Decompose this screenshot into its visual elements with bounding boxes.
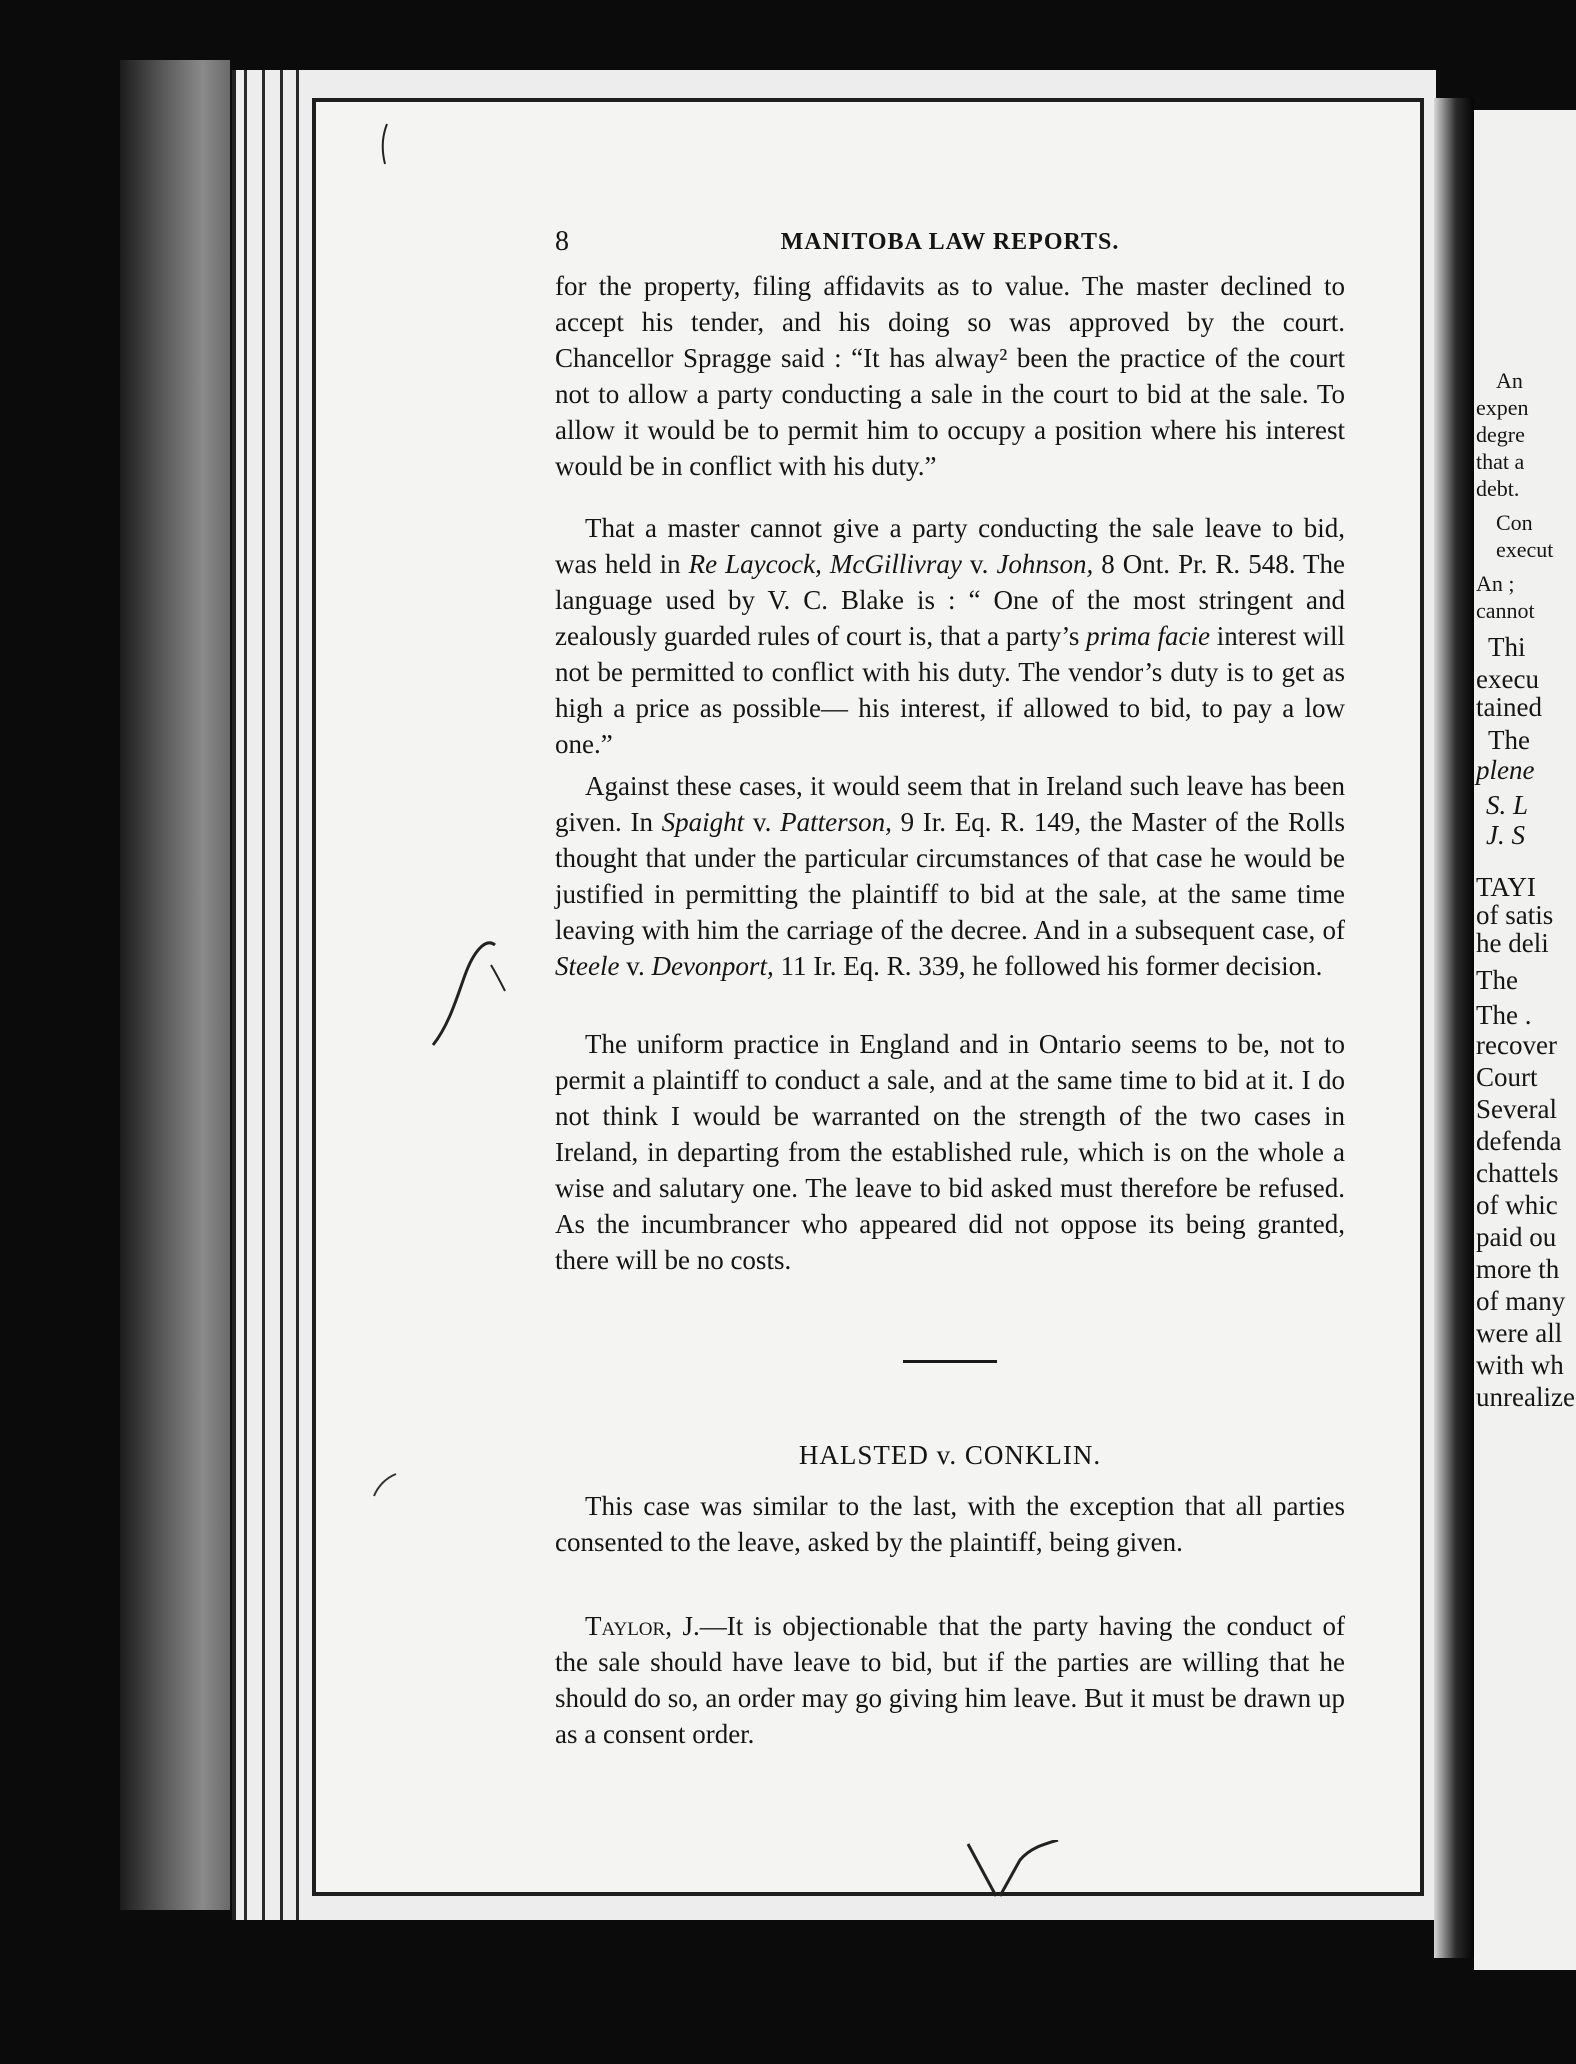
facing-page-fragment: cannot	[1476, 598, 1535, 623]
facing-page	[1474, 110, 1576, 1970]
facing-page-fragment: unrealize	[1476, 1382, 1575, 1412]
facing-page-fragment: degre	[1476, 422, 1525, 447]
body-paragraph: for the property, filing affidavits as to value. The master declined to accept his tender, and his doing so was approved by the court. Chancellor Spragge said : “It has alway² been the practice of the court not to allow a party conducting a sale in the court to bid at the sale. To allow it would be to permit him to occupy a position where his interest would be in conflict with his duty.”	[555, 271, 1345, 481]
italic-case-name: Spaight	[661, 807, 745, 837]
facing-page-fragment: chattels	[1476, 1158, 1559, 1188]
facing-page-fragment: Con	[1496, 510, 1533, 535]
facing-page-fragment: of many	[1476, 1286, 1566, 1316]
facing-page-fragment: execu	[1476, 664, 1539, 694]
facing-page-fragment: An ;	[1476, 571, 1515, 596]
facing-page-fragment: Several	[1476, 1094, 1557, 1124]
italic-case-name: Devonport,	[651, 951, 774, 981]
facing-page-fragment: paid ou	[1476, 1222, 1557, 1252]
facing-page-fragment: The	[1488, 725, 1530, 755]
section-divider	[903, 1360, 997, 1363]
book-gutter	[1434, 98, 1474, 1958]
body-paragraph: Against these cases, it would seem that in Ireland such leave has been given. In Spaight v. Patterson, 9 Ir. Eq. R. 149, the Master of the Rolls thought that under the particular circumstances of that case he would be justified in permitting the plaintiff to bid at the sale, at the same time leaving with him the carriage of the decree. And in a subsequent case, of Steele v. Devonport, 11 Ir. Eq. R. 339, he followed his former decision.	[555, 771, 1346, 981]
facing-page-fragment: The .	[1476, 1000, 1532, 1030]
facing-page-fragment: expen	[1476, 395, 1529, 420]
italic-case-name: Re Laycock, McGillivray	[688, 549, 962, 579]
page-number: 8	[555, 226, 570, 257]
binding-mark	[960, 1840, 1110, 1900]
page-stack-edge	[296, 70, 299, 1920]
running-title: MANITOBA LAW REPORTS.	[780, 229, 1120, 255]
facing-page-fragment: recover	[1476, 1030, 1557, 1060]
facing-page-fragment: J. S	[1486, 820, 1525, 850]
facing-page-fragment: he deli	[1476, 928, 1549, 958]
book-edge-shadow	[120, 60, 230, 1910]
body-paragraph: That a master cannot give a party conducting the sale leave to bid, was held in Re Laycock, McGillivray v. Johnson, 8 Ont. Pr. R. 548. The language used by V. C. Blake is : “ One of the most stringent and zealously guarded rules of court is, that a party’s prima facie interest will not be permitted to conflict with his duty. The vendor’s duty is to get as high a price as possible— his interest, if allowed to bid, to pay a low one.”	[555, 513, 1345, 759]
italic-case-name: prima facie	[1086, 621, 1210, 651]
page-stack-edge	[244, 70, 247, 1920]
facing-page-fragment: of whic	[1476, 1190, 1558, 1220]
facing-page-fragment: S. L	[1486, 790, 1529, 820]
italic-case-name: Steele	[555, 951, 620, 981]
facing-page-fragment: were all	[1476, 1318, 1563, 1348]
facing-page-fragment: debt.	[1476, 476, 1520, 501]
italic-case-name: Patterson,	[780, 807, 892, 837]
facing-page-fragment: defenda	[1476, 1126, 1562, 1156]
facing-page-fragment: TAYI	[1476, 872, 1536, 902]
page-stack-edge	[280, 70, 283, 1920]
facing-page-fragment: execut	[1496, 537, 1554, 562]
margin-mark	[370, 1470, 400, 1500]
facing-page-fragment: that a	[1476, 449, 1525, 474]
margin-bracket-mark	[425, 935, 515, 1055]
italic-case-name: Johnson,	[996, 549, 1094, 579]
facing-page-fragment: Court	[1476, 1062, 1538, 1092]
facing-page-fragment: of satis	[1476, 900, 1554, 930]
facing-page-fragment: plene	[1476, 755, 1535, 785]
facing-page-fragment: The	[1476, 965, 1518, 995]
facing-page-fragment: Thi	[1488, 632, 1526, 662]
page-stack-edge	[262, 70, 265, 1920]
facing-page-fragment: An	[1496, 368, 1523, 393]
margin-mark	[375, 120, 395, 170]
facing-page-fragment: tained	[1476, 692, 1542, 722]
case-title: HALSTED v. CONKLIN.	[798, 1440, 1102, 1470]
case-paragraph: This case was similar to the last, with the exception that all parties consented to the leave, asked by the plaintiff, being given.	[555, 1491, 1345, 1557]
judge-name: Taylor, J.	[585, 1611, 700, 1641]
case-paragraph: Taylor, J.—It is objectionable that the party having the conduct of the sale should have leave to bid, but if the parties are willing that he should do so, an order may go giving him leave. But it must be drawn up as a consent order.	[555, 1611, 1345, 1749]
facing-page-fragment: more th	[1476, 1254, 1560, 1284]
facing-page-fragment: with wh	[1476, 1350, 1564, 1380]
running-header	[555, 226, 1345, 260]
body-paragraph: The uniform practice in England and in Ontario seems to be, not to permit a plaintiff to conduct a sale, and at the same time to bid at it. I do not think I would be warranted on the strength of the two cases in Ireland, in departing from the established rule, which is on the whole a wise and salutary one. The leave to bid asked must therefore be refused. As the incumbrancer who appeared did not oppose its being granted, there will be no costs.	[555, 1029, 1345, 1275]
